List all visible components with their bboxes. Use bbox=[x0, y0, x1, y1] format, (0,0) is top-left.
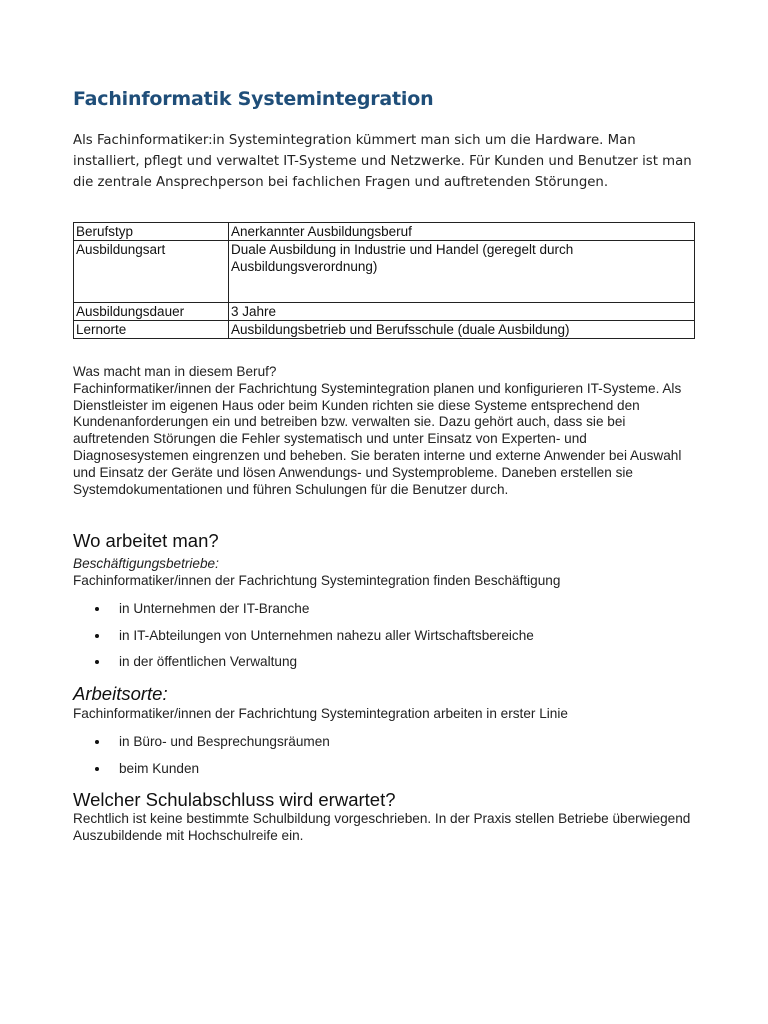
list-item bbox=[95, 653, 534, 680]
info-table bbox=[73, 222, 695, 339]
list-item-text: in der öffentlichen Verwaltung bbox=[119, 654, 298, 669]
wo-list bbox=[95, 600, 534, 680]
beruf-text: Fachinformatiker/innen der Fachrichtung Systemintegration planen und konfigurieren IT-Systeme. Als Dienstleister im eigenen Haus oder beim Kunden richten sie diese Systeme entsprechend den Kundenanforderungen ein und betreiben bzw. verwalten sie. Dazu gehört auch, dass sie bei auftretenden Störungen die Fehler systematisch und unter Einsatz von Experten- und Diagnosesystemen eingrenzen und beheben. Sie beraten interne und externe Anwender bei Auswahl und Einsatz der Geräte und lösen Anwendungs- und Systemprobleme. Daneben erstellen sie Systemdokumentationen und führen Schulungen für die Benutzer durch. bbox=[73, 380, 682, 497]
table-value: Duale Ausbildung in Industrie und Handel (geregelt durch Ausbildungsverordnung) bbox=[229, 241, 695, 303]
wo-heading: Wo arbeitet man? bbox=[73, 530, 219, 551]
table-key: Ausbildungsdauer bbox=[74, 303, 229, 321]
table-row bbox=[74, 241, 695, 303]
bullet-icon bbox=[95, 607, 99, 611]
list-item bbox=[95, 760, 330, 787]
schulabschluss-text: Rechtlich ist keine bestimmte Schulbildung vorgeschrieben. In der Praxis stellen Betriebe überwiegend Auszubildende mit Hochschulreife ein. bbox=[73, 811, 691, 843]
table-key: Ausbildungsart bbox=[74, 241, 229, 303]
arbeitsorte-heading: Arbeitsorte: bbox=[73, 683, 168, 704]
schulabschluss-heading: Welcher Schulabschluss wird erwartet? bbox=[73, 789, 396, 810]
wo-text: Fachinformatiker/innen der Fachrichtung Systemintegration finden Beschäftigung bbox=[73, 573, 561, 588]
intro-paragraph: Als Fachinformatiker:in Systemintegration kümmert man sich um die Hardware. Man installiert, pflegt und verwaltet IT-Systeme und Netzwerke. Für Kunden und Benutzer ist man die zentrale Ansprechperson bei fachlichen Fragen und auftretenden Störungen. bbox=[73, 133, 692, 190]
list-item bbox=[95, 733, 330, 760]
table-row bbox=[74, 223, 695, 241]
list-item-text: beim Kunden bbox=[119, 760, 200, 776]
beruf-question: Was macht man in diesem Beruf? bbox=[73, 364, 277, 379]
arbeitsorte-list bbox=[95, 733, 330, 786]
table-row bbox=[74, 321, 695, 339]
table-value: Ausbildungsbetrieb und Berufsschule (duale Ausbildung) bbox=[229, 321, 695, 339]
table-row bbox=[74, 303, 695, 321]
wo-subheading: Beschäftigungsbetriebe: bbox=[73, 556, 219, 571]
arbeitsorte-text: Fachinformatiker/innen der Fachrichtung Systemintegration arbeiten in erster Linie bbox=[73, 706, 568, 721]
bullet-icon bbox=[95, 660, 99, 664]
table-value: 3 Jahre bbox=[229, 303, 695, 321]
list-item bbox=[95, 600, 534, 627]
list-item bbox=[95, 627, 534, 654]
bullet-icon bbox=[95, 634, 99, 638]
bullet-icon bbox=[95, 767, 99, 771]
table-key: Berufstyp bbox=[74, 223, 229, 241]
beruf-section bbox=[73, 364, 693, 498]
table-key: Lernorte bbox=[74, 321, 229, 339]
list-item-text: in IT-Abteilungen von Unternehmen nahezu aller Wirtschaftsbereiche bbox=[119, 627, 534, 643]
list-item-text: in Büro- und Besprechungsräumen bbox=[119, 734, 330, 749]
bullet-icon bbox=[95, 740, 99, 744]
document-title: Fachinformatik Systemintegration bbox=[73, 88, 434, 110]
table-value: Anerkannter Ausbildungsberuf bbox=[229, 223, 695, 241]
list-item-text: in Unternehmen der IT-Branche bbox=[119, 601, 310, 616]
